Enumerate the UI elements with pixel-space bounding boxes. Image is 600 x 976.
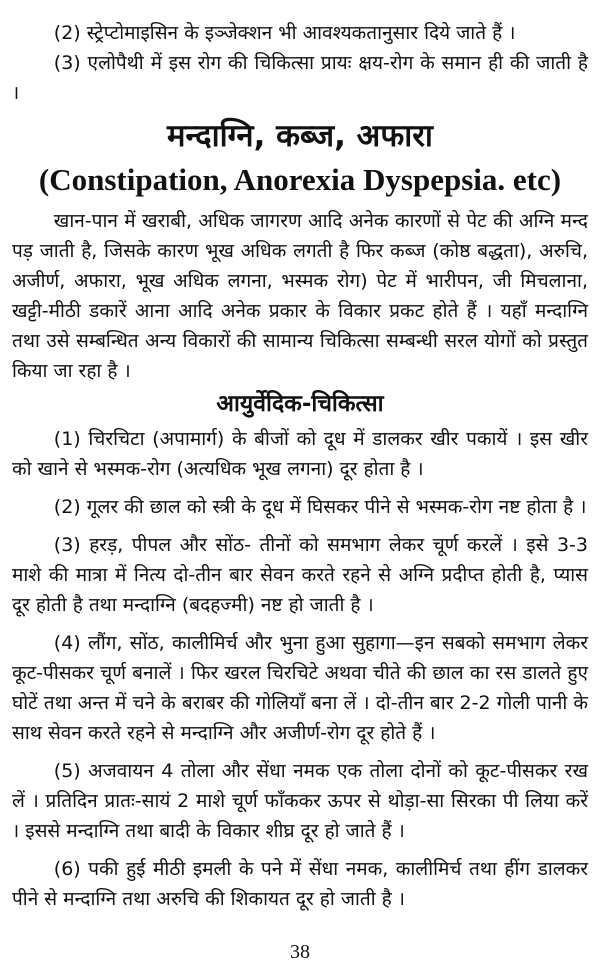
remedy-paragraph: (2) गूलर की छाल को स्त्री के दूध में घिसकर पीने से भस्मक-रोग नष्ट होता है ।	[53, 496, 587, 518]
remedy-paragraph: (1) चिरचिटा (अपामार्ग) के बीजों को दूध में डालकर खीर पकायें । इस खीर को खाने से भस्मक-रोग (अत्यधिक भूख लगना) दूर होता है ।	[12, 428, 588, 480]
intro-paragraph: (3) एलोपैथी में इस रोग की चिकित्सा प्रायः क्षय-रोग के समान ही की जाती है ।	[12, 52, 588, 104]
remedy-paragraph: (6) पकी हुई मीठी इमली के पने में सेंधा नमक, कालीमिर्च तथा हींग डालकर पीने से मन्दाग्नि तथा अरुचि की शिकायत दूर हो जाती है ।	[12, 858, 588, 910]
intro-paragraph: (2) स्ट्रेप्टोमाइसिन के इञ्जेक्शन भी आवश्यकतानुसार दिये जाते हैं ।	[53, 22, 516, 44]
remedy-paragraph: (3) हरड़, पीपल और सोंठ- तीनों को समभाग लेकर चूर्ण करलें । इसे 3-3 माशे की मात्रा में नित्य दो-तीन बार सेवन करते रहने से अग्नि प्रदीप्त होती है, प्यास दूर होती है तथा मन्दाग्नि (बदहज्मी) नष्ट हो जाती है ।	[12, 534, 588, 616]
description-paragraph: खान-पान में खराबी, अधिक जागरण आदि अनेक कारणों से पेट की अग्नि मन्द पड़ जाती है, जिसके कारण भूख अधिक लगती है फिर कब्ज (कोष्ठ बद्धता), अरुचि, अजीर्ण, अफारा, भूख अधिक लगना, भस्मक रोग) पेट में भारीपन, जी मिचलाना, खट्टी-मीठी डकारें आना आदि अनेक प्रकार के विकार प्रकट होते हैं । यहाँ मन्दाग्नि तथा उसे सम्बन्धित अन्य विकारों की सामान्य चिकित्सा सम्बन्धी सरल योगों को प्रस्तुत किया जा रहा है ।	[12, 210, 588, 382]
section-heading-hindi: मन्दाग्नि, कब्ज, अफारा	[167, 118, 433, 154]
remedy-paragraph: (5) अजवायन 4 तोला और सेंधा नमक एक तोला दोनों को कूट-पीसकर रख लें । प्रतिदिन प्रातः-सायं 2 माशे चूर्ण फाँककर ऊपर से थोड़ा-सा सिरका पी लिया करें । इससे मन्दाग्नि तथा बादी के विकार शीघ्र दूर हो जाते हैं ।	[12, 760, 588, 842]
remedy-paragraph: (4) लौंग, सोंठ, कालीमिर्च और भुना हुआ सुहागा—इन सबको समभाग लेकर कूट-पीसकर चूर्ण बनालें । फिर खरल चिरचिटे अथवा चीते की छाल का रस डालते हुए घोटें तथा अन्त में चने के बराबर की गोलियाँ बना लें । दो-तीन बार 2-2 गोली पानी के साथ सेवन करते रहने से मन्दाग्नि और अजीर्ण-रोग दूर होते हैं ।	[12, 632, 588, 744]
section-heading-english: (Constipation, Anorexia Dyspepsia. etc)	[38, 162, 562, 197]
page-number: 38	[290, 941, 310, 963]
page-body	[12, 18, 588, 914]
subheading-ayurvedic: आयुर्वेदिक-चिकित्सा	[216, 391, 384, 417]
